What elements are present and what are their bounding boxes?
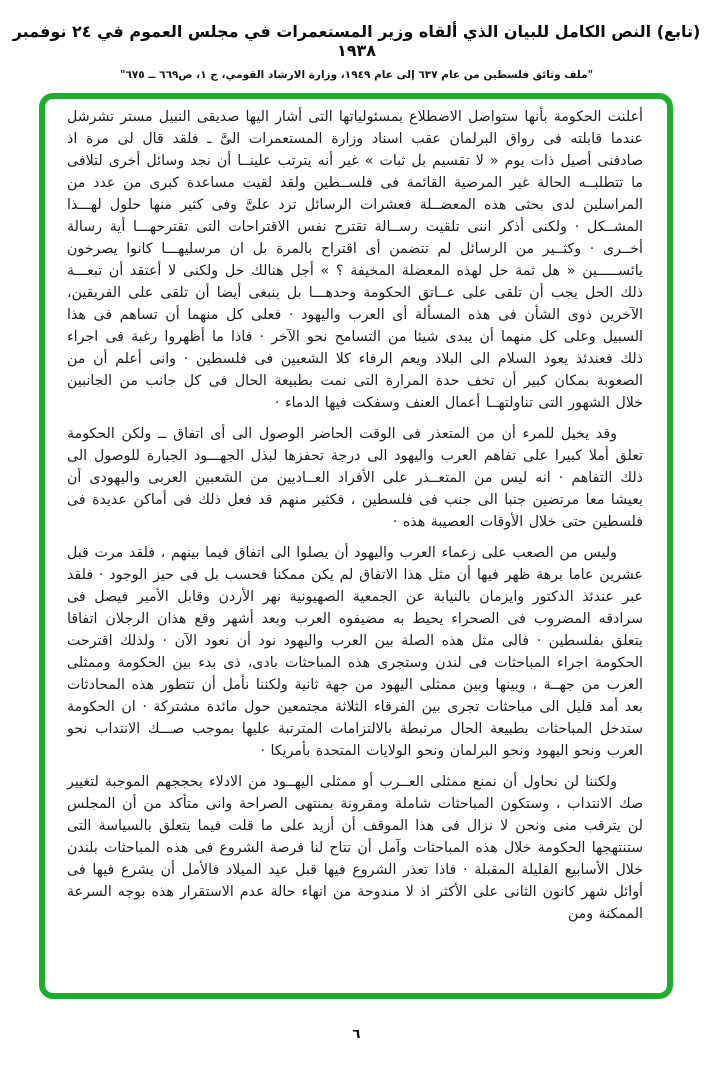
text-frame <box>39 93 673 999</box>
paragraph-2: وقد يخيل للمرء أن من المتعذر فى الوقت الحاضر الوصول الى أى اتفاق ــ ولكن الحكومة تعلق أملا كبيرا على تفاهم العرب واليهود الى درجة تحفزها لبذل الجهـــود الجبارة للوصول الى ذلك التفاهم · انه ليس من المتعــذر على الأفراد العــاديين من الشعبين العربى واليهودى أن يعيشا معا مرتضين جنبا الى جنب فى فلسطين ، فكثير منهم قد فعل ذلك فى أماكن عديدة فى فلسطين حتى خلال الأوقات العصيبة هذه · <box>67 426 643 530</box>
document-title: (تابع) النص الكامل للبيان الذي ألقاه وزير المستعمرات في مجلس العموم في ٢٤ نوفمبر ١٩٣٨ <box>12 22 701 60</box>
document-header <box>0 22 713 81</box>
paragraph-4: ولكننا لن نحاول أن نمنع ممثلى العــرب أو ممثلى اليهــود من الادلاء بحججهم الموجبة لتغيير صك الانتداب ، وستكون المباحثات شاملة ومقرونة بمنتهى الصراحة وانى متأكد من أن المجلس لن يترقب منى ونحن لا نزال فى هذا الموقف أن أزيد على ما قلت فيما يتعلق بالسياسة التى ستنتهجها الحكومة خلال هذه المباحثات وآمل أن تتاح لنا فرصة الشروع فى هذه المباحثات بلندن خلال الأسابيع القليلة المقبلة · فاذا تعذر الشروع فيها قبل عيد الميلاد فالأمل أن يشرع فيها فى أوائل شهر كانون الثانى على الأكثر اذ لا مندوحة من انهاء حالة عدم الاستقرار هذه بوجه السرعة الممكنة ومن <box>67 774 643 922</box>
paragraph-1: أعلنت الحكومة بأنها ستواصل الاضطلاع بمسئولياتها التى أشار اليها صديقى النبيل مستر تشرشل عندما قابلته فى رواق البرلمان عقب اسناد وزارة المستعمرات الىَّ ـ فلقد قال لى مرة اذ صادفنى أصيل ذات يوم « لا تقسيم بل ثبات » غير أنه يترتب علينــا أن نجد وسائل أخرى لتلافى ما تتطلبــه الحالة غير المرضية القائمة فى فلســطين ولقد لقيت مساعدة كبرى من عدد من المراسلين لدى بحثى هذه المعضــلة فعشرات الرسائل ترد علىَّ وفى كثير منها حلول لهـــذا المشــكل · ولكنى أذكر اننى تلقيت رســالة تقترح نفس الاقتراحات التى تقترحهـــا أية رسالة أخــرى · وكثــير من الرسائل لم تتضمن أى اقتراح بالمرة بل ان مرسليهـــا كانوا يصرخون يائســـــين « هل ثمة حل لهذه المعضلة المخيفة ؟ » أجل هنالك حل ولكنى لا أعتقد أن تبعـــة ذلك الحل يجب أن تلقى على عــاتق الحكومة وحدهـــا بل ينبغى أيضا أن تلقى على الفريقين، الآخرين ذوى الشأن فى هذه المسألة أى العرب واليهود · فعلى كل منهما أن تساهم فى هذا السبيل وعلى كل منهما أن يبدى شيئا من التسامح نحو الآخر · فاذا ما أظهروا رغبة فى اجراء ذلك فعندئذ يعود السلام الى البلاد ويعم الرفاء كلا الشعبين فى فلسطين · وانى أعلم أن من الصعوبة بمكان كبير أن تخف حدة المرارة التى نمت بطبيعة الحال فى كل جانب من الجانبين خلال الشهور التى تناولتهــا أعمال العنف وسفكت فيها الدماء · <box>67 109 643 411</box>
paragraph-3: وليس من الصعب على زعماء العرب واليهود أن يصلوا الى اتفاق فيما بينهم ، فلقد مرت قبل عشرين عاما برهة ظهر فيها أن مثل هذا الاتفاق لم يكن ممكنا فحسب بل فى حيز الوجود · فلقد عبر عندئذ الدكتور وايزمان بالنيابة عن الجمعية الصهيونية نهر الأردن وقابل الأمير فيصل فى سرادقه المضروب فى الصحراء يحيط به مضيفوه العرب وبعد أشهر وقع هذان الرجلان اتفاقا يتعلق بفلسطين · فالى مثل هذه الصلة بين العرب واليهود نود أن نعود الآن · ولذلك اقترحت الحكومة اجراء المباحثات فى لندن وستجرى هذه المباحثات بادى، ذى بدء بين الحكومة وممثلى العرب من جهــة ، وبينها وبين ممثلى اليهود من جهة ثانية ولكننا نأمل أن تتطور هذه المحادثات بعد أمد قليل الى مباحثات تجرى بين الفرقاء الثلاثة مجتمعين حول مائدة مشتركة · ان الحكومة ستدخل المباحثات بطبيعة الحال مرتبطة بالالتزامات المترتبة عليها بموجب صـــك الانتداب نحو العرب ونحو اليهود ونحو البرلمان ونحو الولايات المتحدة بأمريكا · <box>67 545 643 759</box>
document-source-citation: "ملف وثائق فلسطين من عام ٦٣٧ إلى عام ١٩٤٩، وزارة الارشاد القومي، ج ١، ص٦٦٩ ــ ٦٧٥" <box>119 69 594 81</box>
page-number: ٦ <box>352 1027 361 1042</box>
